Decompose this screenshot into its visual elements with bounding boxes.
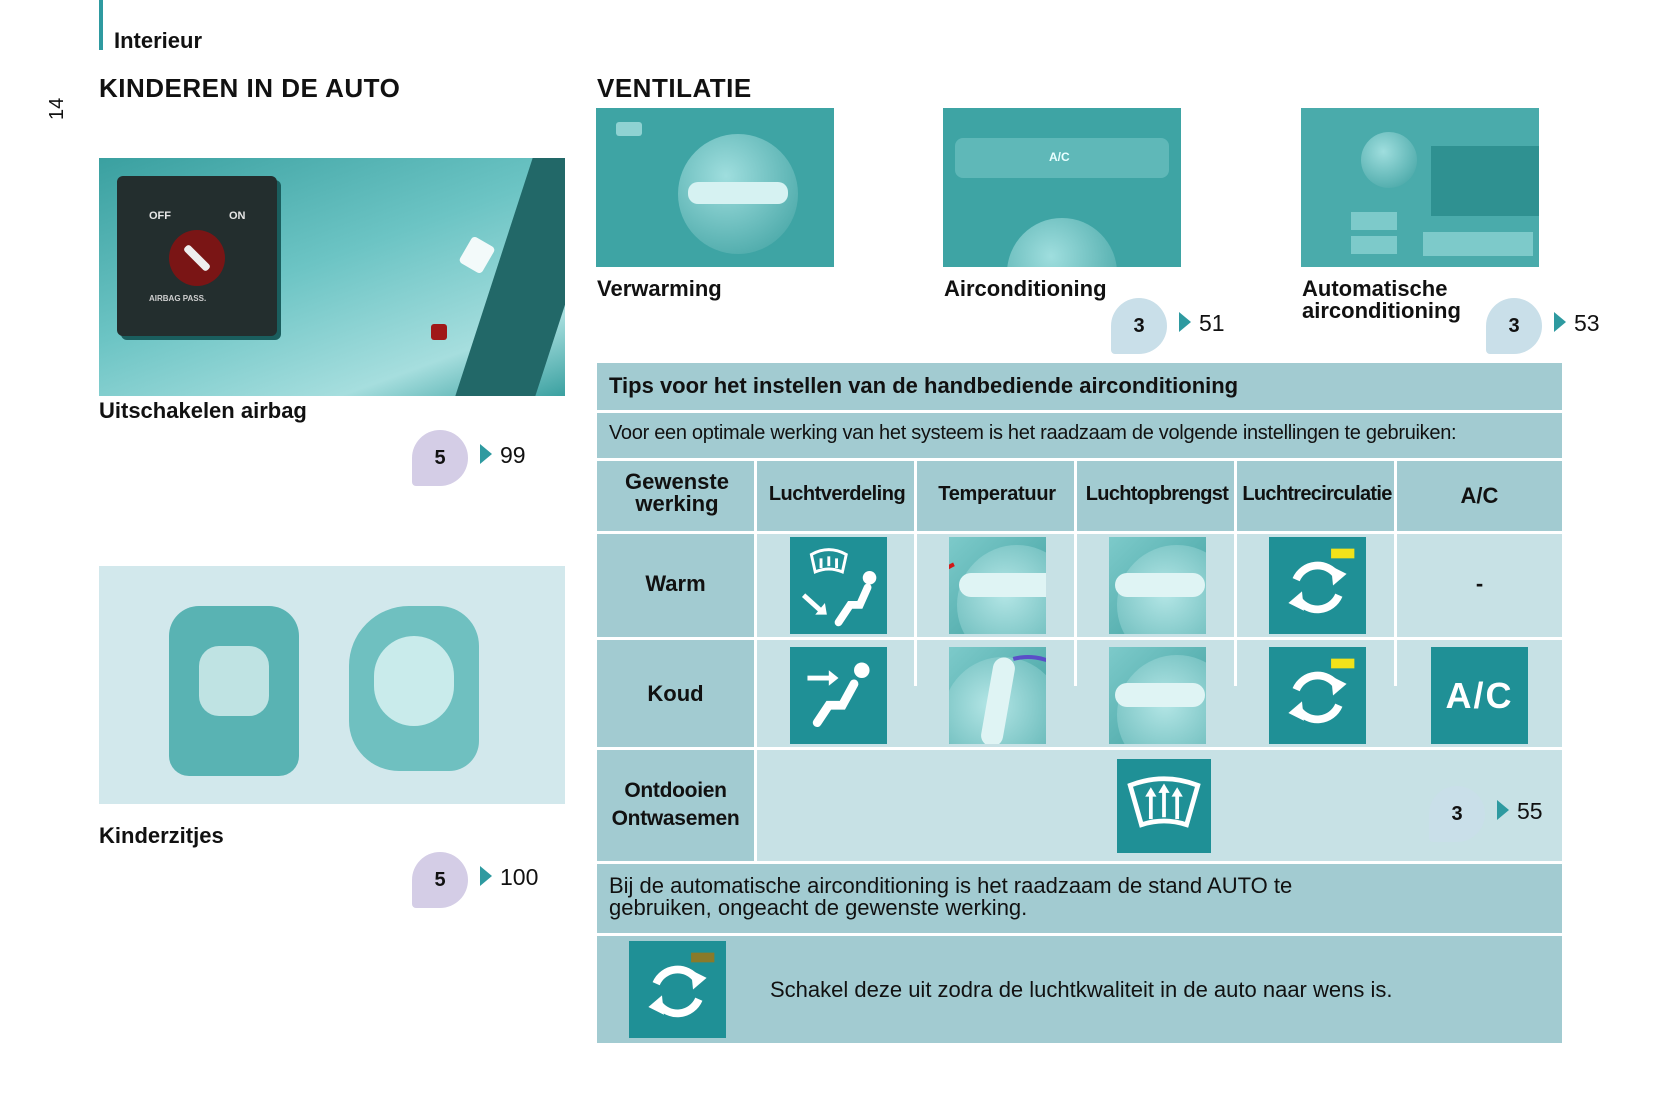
recirculation-button-icon (629, 941, 726, 1038)
heating-control-photo (596, 108, 834, 267)
row-defrost-label-line2: Ontwasemen (611, 807, 740, 830)
page-ref: 99 (500, 442, 526, 468)
recirculation-note: Schakel deze uit zodra de luchtkwaliteit in de auto naar wens is. (770, 977, 1393, 1002)
feet-windscreen-distribution-icon (790, 537, 887, 634)
header-recirculation: Luchtrecirculatie (1242, 483, 1392, 505)
header-mode-line1: Gewenste (625, 469, 729, 494)
auto-aircon-display (1431, 146, 1539, 216)
children-heading: KINDEREN IN DE AUTO (99, 73, 401, 103)
chapter-badge: 3 (1429, 786, 1485, 842)
child-seats-caption: Kinderzitjes (99, 823, 224, 848)
child-seats-page-reference[interactable] (412, 852, 562, 908)
chapter-badge: 3 (1111, 298, 1167, 354)
header-flow: Luchtopbrengst (1085, 483, 1229, 505)
airbag-switch-panel (117, 176, 277, 336)
door-handle (458, 236, 496, 275)
header-mode-line2: werking (635, 491, 719, 516)
recirculation-icon (1269, 647, 1366, 744)
face-vent-distribution-icon (790, 647, 887, 744)
fan-speed-dial-icon (1109, 537, 1206, 634)
page-number: 14 (46, 97, 68, 120)
auto-aircon-control-photo (1301, 108, 1539, 267)
arrow-right-icon (1179, 312, 1191, 332)
auto-aircon-page-reference[interactable] (1486, 298, 1636, 354)
chapter-badge: 5 (412, 430, 468, 486)
chapter-badge: 5 (412, 852, 468, 908)
heating-caption: Verwarming (597, 276, 722, 301)
auto-aircon-caption-line1: Automatische (1302, 276, 1448, 301)
switch-on-label: ON (229, 210, 246, 222)
header-ac: A/C (1460, 483, 1499, 508)
tips-panel (597, 363, 1562, 1043)
temperature-dial-cold-icon (949, 647, 1046, 744)
recirculation-icon (1269, 537, 1366, 634)
windscreen-defrost-icon (1117, 759, 1211, 853)
chapter-badge: 3 (1486, 298, 1542, 354)
infant-carrier (349, 606, 479, 771)
page-ref: 51 (1199, 310, 1225, 336)
arrow-right-icon (480, 444, 492, 464)
aircon-control-photo (943, 108, 1181, 267)
table-header-row (597, 461, 1562, 531)
row-cold-label: Koud (647, 681, 704, 706)
child-seats-photo (99, 566, 565, 804)
section-title: Interieur (114, 28, 203, 53)
switch-off-label: OFF (149, 210, 171, 222)
fan-knob (1007, 218, 1117, 267)
aircon-page-reference[interactable] (1111, 298, 1261, 354)
aircon-button-label: A/C (1049, 150, 1070, 164)
page-ref: 100 (500, 864, 539, 890)
airbag-page-reference[interactable] (412, 430, 562, 486)
airbag-switch-photo (99, 158, 565, 396)
page-ref: 55 (1517, 798, 1543, 824)
airbag-pass-label: AIRBAG PASS. (149, 294, 207, 303)
booster-seat (169, 606, 299, 776)
row-warm-ac-value: - (1475, 571, 1484, 596)
ac-button-icon (1431, 647, 1528, 744)
header-temperature: Temperatuur (938, 483, 1056, 505)
auto-note-line1: Bij de automatische airconditioning is het raadzaam de stand AUTO te (609, 873, 1293, 898)
airbag-caption: Uitschakelen airbag (99, 398, 307, 423)
airbag-key-slot (169, 230, 225, 286)
row-warm-label: Warm (645, 571, 706, 596)
ac-icon-label: A/C (1445, 675, 1514, 716)
aircon-button-strip (955, 138, 1169, 178)
tips-title: Tips voor het instellen van de handbediende airconditioning (609, 373, 1239, 398)
arrow-right-icon (480, 866, 492, 886)
defrost-page-reference[interactable] (1429, 786, 1559, 842)
ventilation-heading: VENTILATIE (597, 73, 752, 103)
row-defrost-label-line1: Ontdooien (624, 779, 727, 802)
auto-aircon-caption-line2: airconditioning (1302, 298, 1461, 323)
header-distribution: Luchtverdeling (768, 483, 906, 505)
section-marker (99, 0, 103, 50)
arrow-right-icon (1554, 312, 1566, 332)
aircon-caption: Airconditioning (944, 276, 1107, 301)
airbag-indicator (431, 324, 447, 340)
tips-intro: Voor een optimale werking van het systeem is het raadzaam de volgende instellingen te gebruiken: (609, 422, 1457, 444)
page-ref: 53 (1574, 310, 1600, 336)
auto-note-line2: gebruiken, ongeacht de gewenste werking. (609, 895, 1028, 920)
fan-speed-dial-icon (1109, 647, 1206, 744)
arrow-right-icon (1497, 800, 1509, 820)
temperature-dial-hot-icon (949, 537, 1046, 634)
